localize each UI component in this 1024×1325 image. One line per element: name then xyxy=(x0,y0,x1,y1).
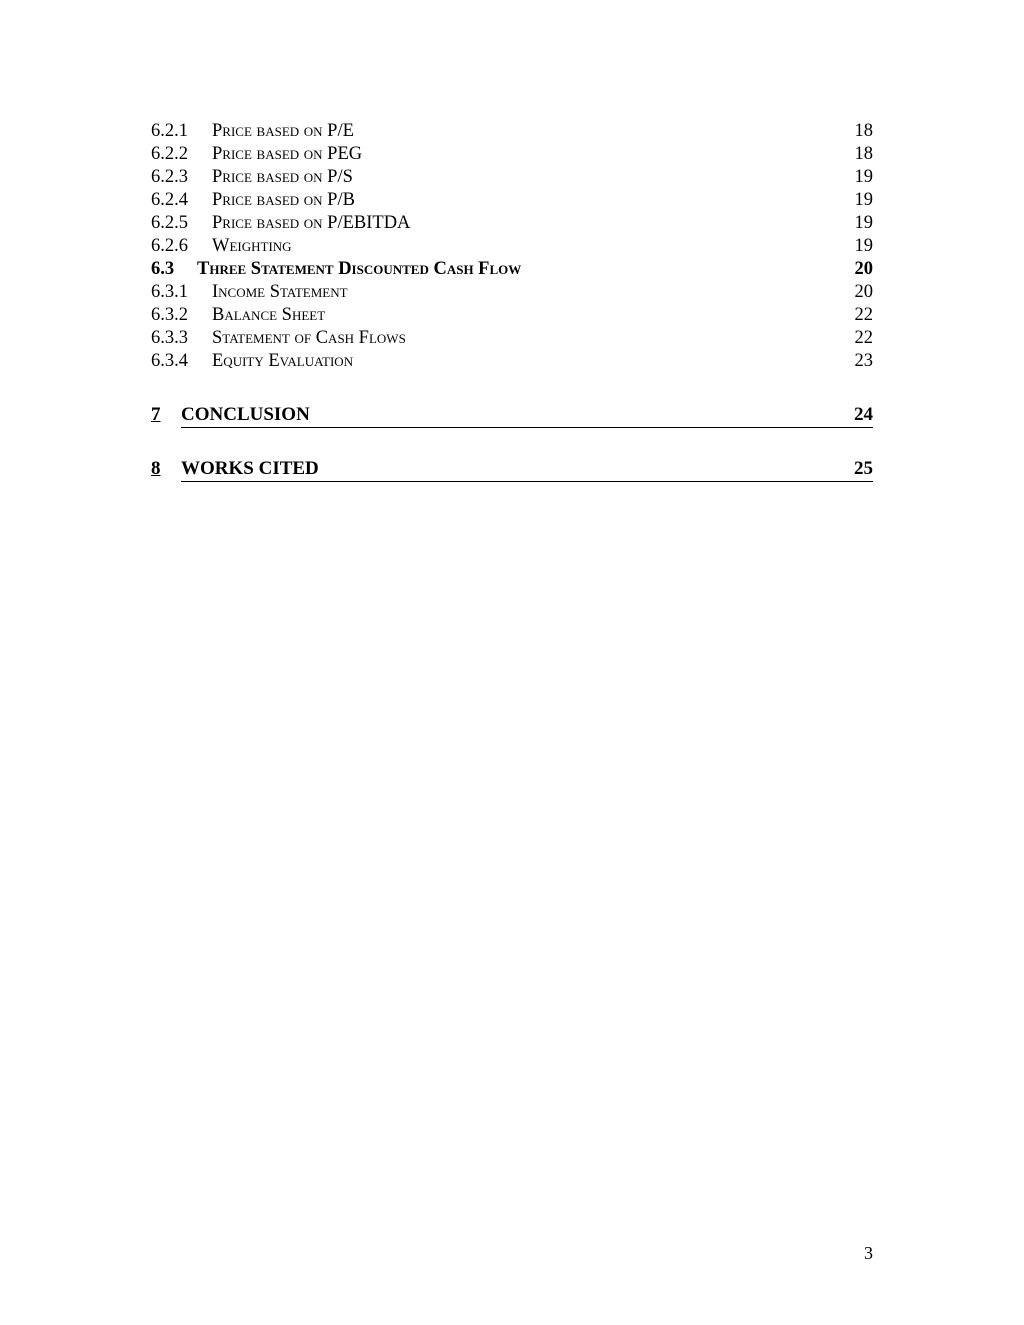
toc-entry-page: 22 xyxy=(854,328,873,348)
toc-section-6-3[interactable] xyxy=(151,258,873,281)
toc-entry-6-2-6[interactable] xyxy=(151,235,873,258)
page-number: 3 xyxy=(864,1243,873,1263)
toc-chapter-title: CONCLUSION xyxy=(181,403,854,428)
toc-chapter-title: WORKS CITED xyxy=(181,457,854,482)
toc-entry-page: 19 xyxy=(854,236,873,256)
toc-entry-title: Three Statement Discounted Cash Flow xyxy=(197,259,522,279)
toc-chapter-page: 24 xyxy=(854,403,873,428)
toc-entry-number: 6.2.3 xyxy=(151,167,188,187)
toc-entry-6-2-5[interactable] xyxy=(151,212,873,235)
toc-entry-page: 19 xyxy=(854,213,873,233)
toc-chapter-number: 7 xyxy=(151,404,161,425)
toc-entry-6-3-1[interactable] xyxy=(151,281,873,304)
toc-entry-title: Price based on PEG xyxy=(212,144,363,164)
toc-entry-page: 20 xyxy=(854,282,873,302)
toc-entry-number: 6.3.2 xyxy=(151,305,188,325)
toc-entry-page: 18 xyxy=(854,121,873,141)
toc-entry-6-2-1[interactable] xyxy=(151,120,873,143)
toc-entry-title: Weighting xyxy=(212,236,292,256)
toc-entry-page: 19 xyxy=(854,167,873,187)
toc-entry-number: 6.2.4 xyxy=(151,190,188,210)
toc-entry-number: 6.2.5 xyxy=(151,213,188,233)
toc-entry-6-2-2[interactable] xyxy=(151,143,873,166)
toc-entry-6-3-3[interactable] xyxy=(151,327,873,350)
toc-entry-page: 18 xyxy=(854,144,873,164)
toc-entry-number: 6.2.2 xyxy=(151,144,188,164)
toc-entry-title: Balance Sheet xyxy=(212,305,326,325)
toc-entry-number: 6.3.4 xyxy=(151,351,188,371)
toc-entry-title: Price based on P/S xyxy=(212,167,353,187)
toc-entry-6-2-4[interactable] xyxy=(151,189,873,212)
toc-chapter-works-cited[interactable] xyxy=(151,455,873,483)
toc-entry-title: Income Statement xyxy=(212,282,348,302)
toc-entry-title: Price based on P/B xyxy=(212,190,355,210)
toc-entry-number: 6.2.1 xyxy=(151,121,188,141)
toc-entry-page: 23 xyxy=(854,351,873,371)
toc-entry-number: 6.3.3 xyxy=(151,328,188,348)
toc-entry-6-3-4[interactable] xyxy=(151,350,873,373)
toc-entry-number: 6.3 xyxy=(151,259,175,279)
toc-entry-6-2-3[interactable] xyxy=(151,166,873,189)
toc-entry-title: Statement of Cash Flows xyxy=(212,328,406,348)
toc-entry-page: 19 xyxy=(854,190,873,210)
toc-entry-title: Price based on P/E xyxy=(212,121,354,141)
toc-chapter-conclusion[interactable] xyxy=(151,401,873,429)
table-of-contents xyxy=(151,120,873,483)
toc-entry-title: Price based on P/EBITDA xyxy=(212,213,411,233)
toc-entry-number: 6.2.6 xyxy=(151,236,188,256)
toc-entry-title: Equity Evaluation xyxy=(212,351,354,371)
toc-chapter-number: 8 xyxy=(151,458,161,479)
toc-chapter-page: 25 xyxy=(854,457,873,482)
toc-entry-page: 22 xyxy=(854,305,873,325)
toc-entry-page: 20 xyxy=(854,259,873,279)
toc-entry-6-3-2[interactable] xyxy=(151,304,873,327)
toc-entry-number: 6.3.1 xyxy=(151,282,188,302)
